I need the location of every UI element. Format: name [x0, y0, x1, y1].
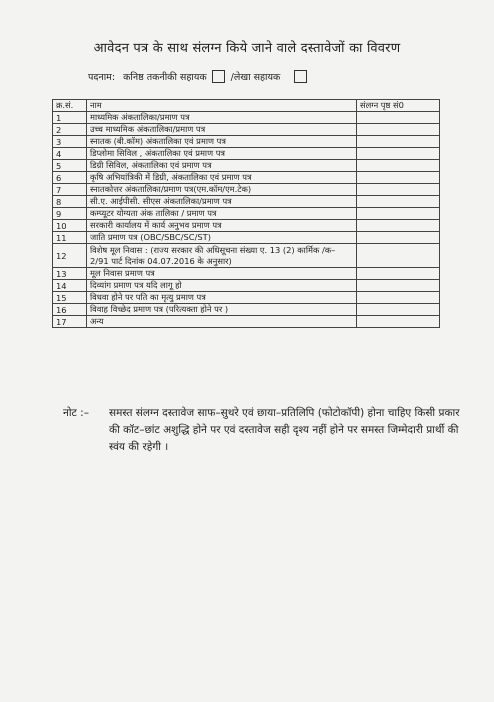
row-page-number[interactable] — [357, 184, 440, 196]
row-document-name: मूल निवास प्रमाण पत्र — [87, 268, 357, 280]
table-row — [53, 244, 440, 268]
table-row — [53, 232, 440, 244]
accounts-assistant-checkbox[interactable] — [294, 70, 307, 83]
row-document-name: कृषि अभियांत्रिकी में डिग्री, अंकतालिका एवं प्रमाण पत्र — [87, 172, 357, 184]
table-row — [53, 148, 440, 160]
table-row — [53, 220, 440, 232]
table-row — [53, 304, 440, 316]
row-serial: 6 — [53, 172, 87, 184]
table-row — [53, 292, 440, 304]
col-page-header: संलग्न पृष्ठ सं0 — [357, 100, 440, 112]
row-serial: 12 — [53, 244, 87, 268]
row-page-number[interactable] — [357, 220, 440, 232]
note-text: समस्त संलग्न दस्तावेज साफ–सुथरे एवं छाया–प्रतिलिपि (फोटोकॉपी) होना चाहिए किसी प्रकार की कॉट–छांट अशुद्धि होने पर एवं दस्तावेज सही दृश्य नहीं होने पर समस्त जिम्मेदारी प्रार्थी की स्वंय की रहेगी । — [109, 407, 460, 453]
documents-table — [52, 99, 440, 328]
note-label: नोट :– — [63, 407, 89, 419]
table-row — [53, 136, 440, 148]
row-document-name: सी.ए. आईपीसी. सीएस अंकतालिका/प्रमाण पत्र — [87, 196, 357, 208]
row-page-number[interactable] — [357, 304, 440, 316]
page-title: आवेदन पत्र के साथ संलग्न किये जाने वाले दस्तावेजों का विवरण — [93, 41, 401, 56]
table-row — [53, 208, 440, 220]
row-serial: 9 — [53, 208, 87, 220]
post-option-junior-technical-assistant: कनिष्ठ तकनीकी सहायक — [123, 72, 207, 83]
row-page-number[interactable] — [357, 124, 440, 136]
row-page-number[interactable] — [357, 268, 440, 280]
row-document-name: डिप्लोमा सिविल , अंकतालिका एवं प्रमाण पत्र — [87, 148, 357, 160]
row-document-name: कम्प्यूटर योग्यता अंक तालिका / प्रमाण पत्र — [87, 208, 357, 220]
table-row — [53, 196, 440, 208]
row-page-number[interactable] — [357, 172, 440, 184]
row-page-number[interactable] — [357, 292, 440, 304]
row-page-number[interactable] — [357, 112, 440, 124]
row-serial: 8 — [53, 196, 87, 208]
row-serial: 13 — [53, 268, 87, 280]
row-serial: 15 — [53, 292, 87, 304]
table-row — [53, 172, 440, 184]
row-serial: 5 — [53, 160, 87, 172]
row-serial: 17 — [53, 316, 87, 328]
post-selection — [88, 70, 313, 83]
row-document-name: अन्य — [87, 316, 357, 328]
row-page-number[interactable] — [357, 244, 440, 268]
row-page-number[interactable] — [357, 280, 440, 292]
row-page-number[interactable] — [357, 148, 440, 160]
row-document-name: विशेष मूल निवास : (राज्य सरकार की अधिसूचना संख्या ए. 13 (2) कार्मिक /क–2/91 पार्ट दिनांक 04.07.2016 के अनुसार) — [87, 244, 357, 268]
row-document-name: सरकारी कार्यालय में कार्य अनुभव प्रमाण पत्र — [87, 220, 357, 232]
post-option-accounts-assistant: /लेखा सहायक — [230, 72, 281, 83]
col-serial-header: क्र.सं. — [53, 100, 87, 112]
row-document-name: स्नातक (बी.कॉम) अंकतालिका एवं प्रमाण पत्र — [87, 136, 357, 148]
junior-technical-assistant-checkbox[interactable] — [212, 70, 225, 83]
row-serial: 3 — [53, 136, 87, 148]
post-label: पदनाम: — [88, 72, 116, 83]
row-serial: 7 — [53, 184, 87, 196]
row-serial: 2 — [53, 124, 87, 136]
row-document-name: माध्यमिक अंकतालिका/प्रमाण पत्र — [87, 112, 357, 124]
row-serial: 16 — [53, 304, 87, 316]
table-row — [53, 280, 440, 292]
table-row — [53, 268, 440, 280]
row-document-name: विवाह विच्छेद प्रमाण पत्र (परित्यक्ता होने पर ) — [87, 304, 357, 316]
table-row — [53, 160, 440, 172]
row-serial: 11 — [53, 232, 87, 244]
row-page-number[interactable] — [357, 232, 440, 244]
table-row — [53, 112, 440, 124]
row-document-name: स्नातकोत्तर अंकतालिका/प्रमाण पत्र(एम.कॉम/एम.टेक) — [87, 184, 357, 196]
row-serial: 10 — [53, 220, 87, 232]
row-document-name: दिव्यांग प्रमाण पत्र यदि लागू हो — [87, 280, 357, 292]
row-serial: 1 — [53, 112, 87, 124]
table-header-row — [53, 100, 440, 112]
row-document-name: डिग्री सिविल, अंकतालिका एवं प्रमाण पत्र — [87, 160, 357, 172]
table-row — [53, 124, 440, 136]
row-serial: 4 — [53, 148, 87, 160]
table-row — [53, 184, 440, 196]
col-name-header: नाम — [87, 100, 357, 112]
row-page-number[interactable] — [357, 316, 440, 328]
row-document-name: जाति प्रमाण पत्र (OBC/SBC/SC/ST) — [87, 232, 357, 244]
row-page-number[interactable] — [357, 208, 440, 220]
row-serial: 14 — [53, 280, 87, 292]
row-page-number[interactable] — [357, 196, 440, 208]
row-document-name: उच्च माध्यमिक अंकतालिका/प्रमाण पत्र — [87, 124, 357, 136]
note — [63, 405, 473, 456]
table-row — [53, 316, 440, 328]
row-page-number[interactable] — [357, 136, 440, 148]
row-document-name: विधवा होने पर पति का मृत्यु प्रमाण पत्र — [87, 292, 357, 304]
row-page-number[interactable] — [357, 160, 440, 172]
